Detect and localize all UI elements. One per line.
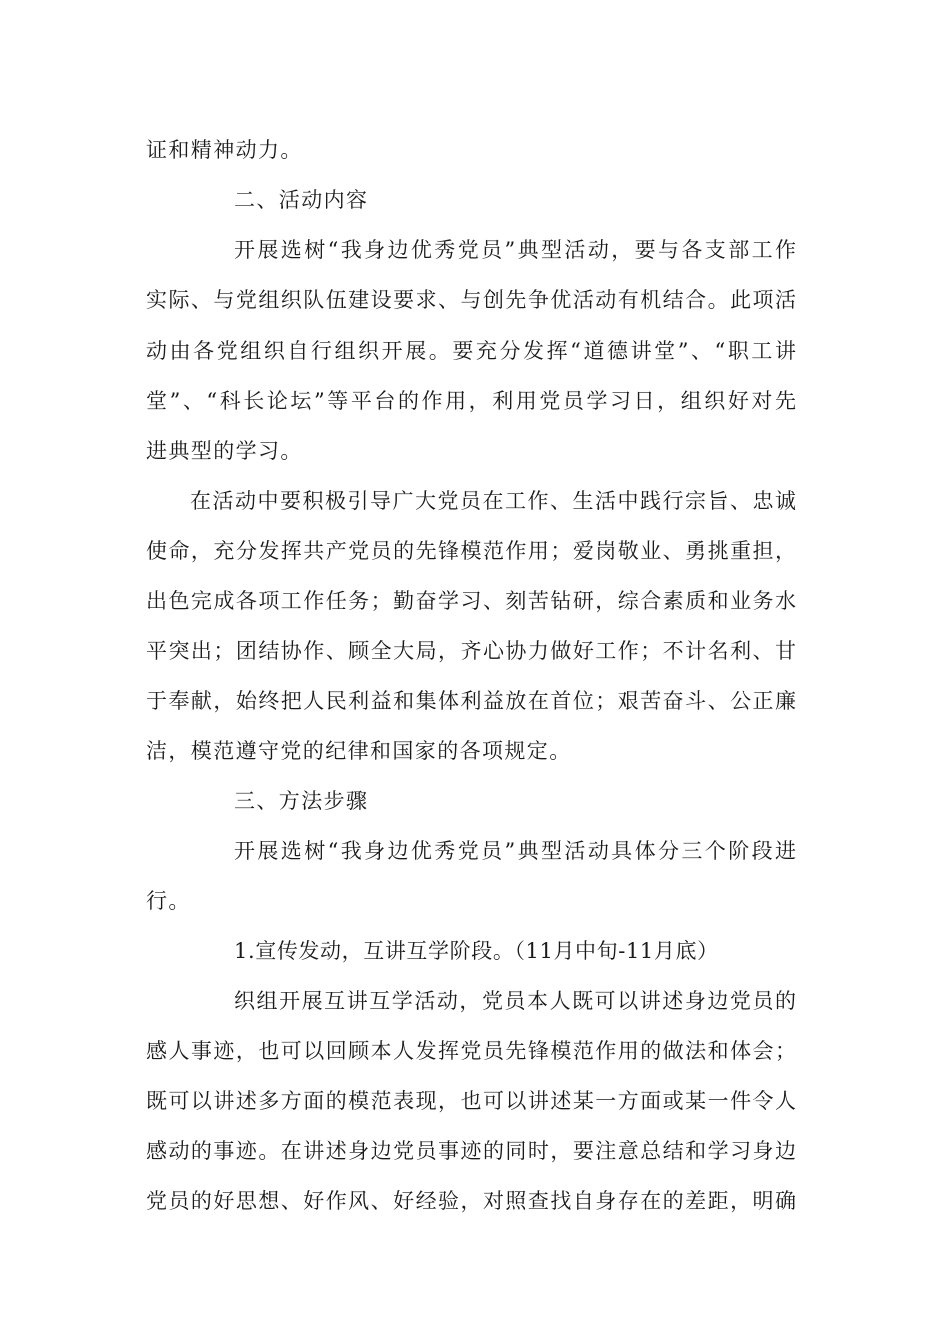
section-heading: 二、活动内容 bbox=[234, 188, 369, 212]
body-text-line: 动由各党组织自行组织开展。要充分发挥“道德讲堂”、“职工讲 bbox=[146, 339, 796, 363]
body-text-line: 实际、与党组织队伍建设要求、与创先争优活动有机结合。此项活 bbox=[146, 288, 796, 312]
body-text-line: 使命，充分发挥共产党员的先锋模范作用；爱岗敬业、勇挑重担， bbox=[146, 539, 796, 563]
paragraph-first-line: 织组开展互讲互学活动，党员本人既可以讲述身边党员的 bbox=[234, 989, 796, 1013]
section-heading: 三、方法步骤 bbox=[234, 789, 369, 813]
body-text-line: 进典型的学习。 bbox=[146, 439, 303, 463]
subsection-heading: 1.宣传发动，互讲互学阶段。（11月中旬-11月底） bbox=[234, 939, 719, 963]
body-text-line: 于奉献，始终把人民利益和集体利益放在首位；艰苦奋斗、公正廉 bbox=[146, 689, 796, 713]
paragraph-first-line: 在活动中要积极引导广大党员在工作、生活中践行宗旨、忠诚 bbox=[190, 489, 796, 513]
body-text-line: 洁，模范遵守党的纪律和国家的各项规定。 bbox=[146, 739, 572, 763]
body-text-line: 堂”、“科长论坛”等平台的作用，利用党员学习日，组织好对先 bbox=[146, 389, 796, 413]
paragraph-first-line: 开展选树“我身边优秀党员”典型活动具体分三个阶段进 bbox=[234, 839, 796, 863]
body-text-line: 证和精神动力。 bbox=[146, 138, 303, 162]
body-text-line: 平突出；团结协作、顾全大局，齐心协力做好工作；不计名利、甘 bbox=[146, 639, 796, 663]
paragraph-first-line: 开展选树“我身边优秀党员”典型活动，要与各支部工作 bbox=[234, 238, 796, 262]
body-text-line: 行。 bbox=[146, 889, 191, 913]
body-text-line: 感人事迹，也可以回顾本人发挥党员先锋模范作用的做法和体会； bbox=[146, 1039, 796, 1063]
body-text-line: 出色完成各项工作任务；勤奋学习、刻苦钻研，综合素质和业务水 bbox=[146, 589, 796, 613]
body-text-line: 感动的事迹。在讲述身边党员事迹的同时，要注意总结和学习身边 bbox=[146, 1139, 796, 1163]
body-text-line: 党员的好思想、好作风、好经验，对照查找自身存在的差距，明确 bbox=[146, 1189, 796, 1213]
body-text-line: 既可以讲述多方面的模范表现，也可以讲述某一方面或某一件令人 bbox=[146, 1089, 796, 1113]
